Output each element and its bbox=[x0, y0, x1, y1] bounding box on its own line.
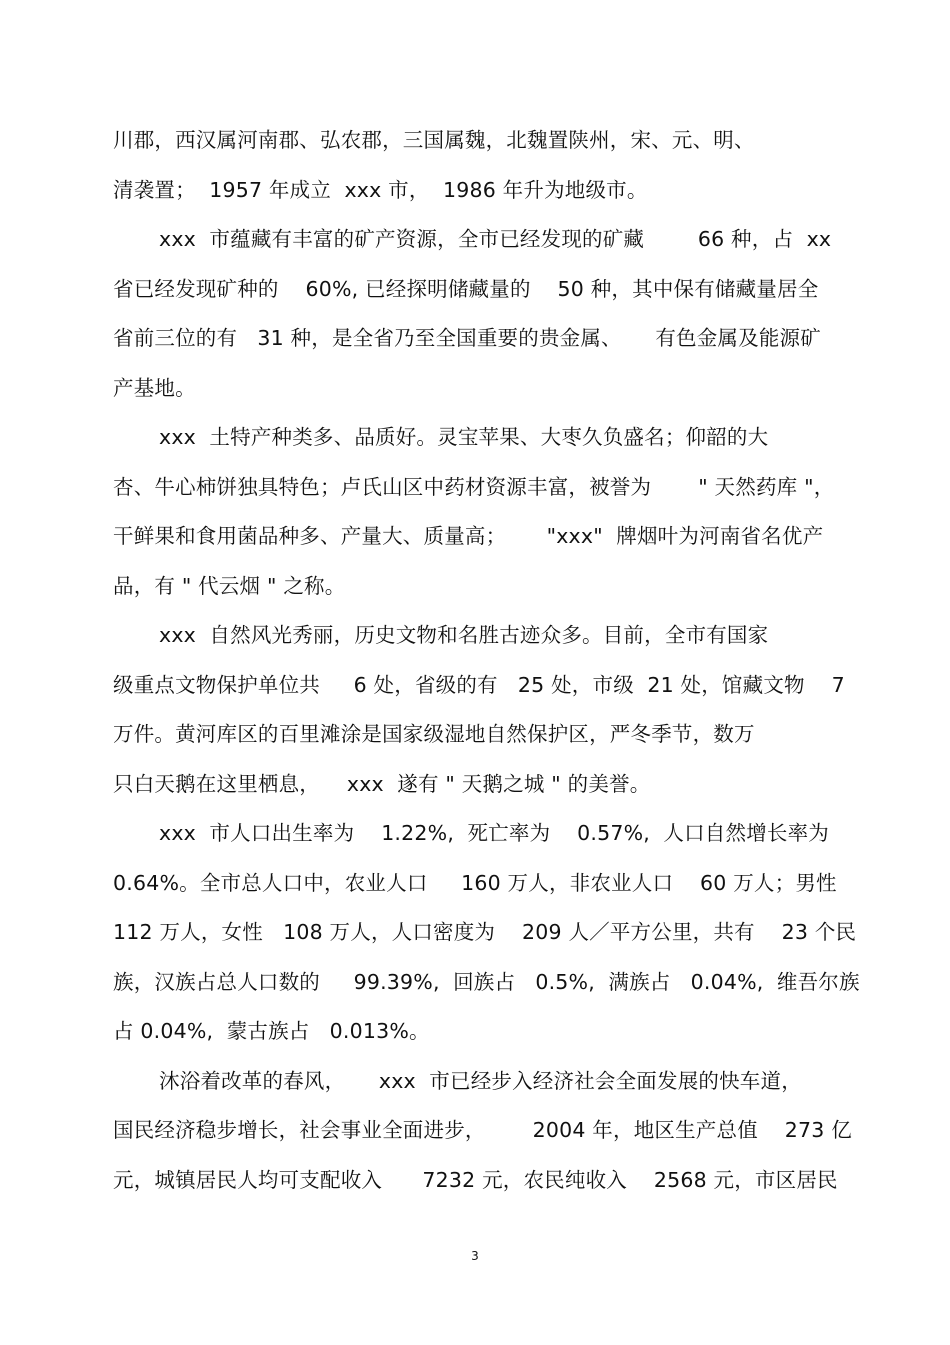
page-number: 3 bbox=[471, 1249, 479, 1263]
body-text bbox=[113, 122, 873, 1211]
text-line: 川郡，西汉属河南郡、弘农郡，三国属魏，北魏置陕州，宋、元、明、 bbox=[113, 128, 755, 152]
text-line: 占 0.04%, 蒙古族占 0.013%。 bbox=[113, 1019, 430, 1043]
text-line: 清袭置； 1957 年成立 xxx 市， 1986 年升为地级市。 bbox=[113, 177, 648, 202]
text-line: 国民经济稳步增长，社会事业全面进步， 2004 年，地区生产总值 273 亿 bbox=[113, 1118, 852, 1142]
text-line: xxx 市蕴藏有丰富的矿产资源，全市已经发现的矿藏 66 种，占 xx bbox=[159, 227, 832, 251]
text-line: 级重点文物保护单位共 6 处，省级的有 25 处，市级 21 处，馆藏文物 7 bbox=[113, 672, 845, 697]
text-line: xxx 土特产种类多、品质好。灵宝苹果、大枣久负盛名；仰韶的大 bbox=[159, 425, 769, 449]
text-line: 万件。黄河库区的百里滩涂是国家级湿地自然保护区，严冬季节，数万 bbox=[113, 722, 755, 746]
text-line: 0.64%。全市总人口中，农业人口 160 万人，非农业人口 60 万人；男性 bbox=[113, 870, 837, 895]
text-line: 杏、牛心柿饼独具特色；卢氏山区中药材资源丰富，被誉为 " 天然药库 "， bbox=[113, 474, 835, 499]
text-line: 产基地。 bbox=[113, 375, 196, 400]
text-line: 品，有 " 代云烟 " 之称。 bbox=[113, 573, 346, 598]
text-line: 省已经发现矿种的 60%, 已经探明储藏量的 50 种，其中保有储藏量居全 bbox=[113, 276, 819, 301]
paragraph-history bbox=[113, 122, 873, 221]
text-line: 沐浴着改革的春风， xxx 市已经步入经济社会全面发展的快车道， bbox=[159, 1068, 802, 1093]
paragraph-heritage bbox=[113, 617, 873, 815]
text-line: 只白天鹅在这里栖息， xxx 遂有 " 天鹅之城 " 的美誉。 bbox=[113, 771, 651, 796]
paragraph-minerals bbox=[113, 221, 873, 419]
text-line: 元，城镇居民人均可支配收入 7232 元，农民纯收入 2568 元，市区居民 bbox=[113, 1167, 838, 1192]
paragraph-economy bbox=[113, 1063, 873, 1212]
text-line: 族，汉族占总人口数的 99.39%, 回族占 0.5%, 满族占 0.04%, 维吾尔族 bbox=[113, 969, 860, 994]
text-line: 112 万人，女性 108 万人，人口密度为 209 人／平方公里，共有 23 个民 bbox=[113, 920, 857, 944]
text-line: 省前三位的有 31 种，是全省乃至全国重要的贵金属、 有色金属及能源矿 bbox=[113, 326, 821, 350]
paragraph-population bbox=[113, 815, 873, 1063]
text-line: xxx 自然风光秀丽，历史文物和名胜古迹众多。目前，全市有国家 bbox=[159, 623, 769, 647]
text-line: xxx 市人口出生率为 1.22%, 死亡率为 0.57%, 人口自然增长率为 bbox=[159, 821, 830, 845]
paragraph-specialties bbox=[113, 419, 873, 617]
text-line: 干鲜果和食用菌品种多、产量大、质量高； "xxx" 牌烟叶为河南省名优产 bbox=[113, 524, 824, 548]
